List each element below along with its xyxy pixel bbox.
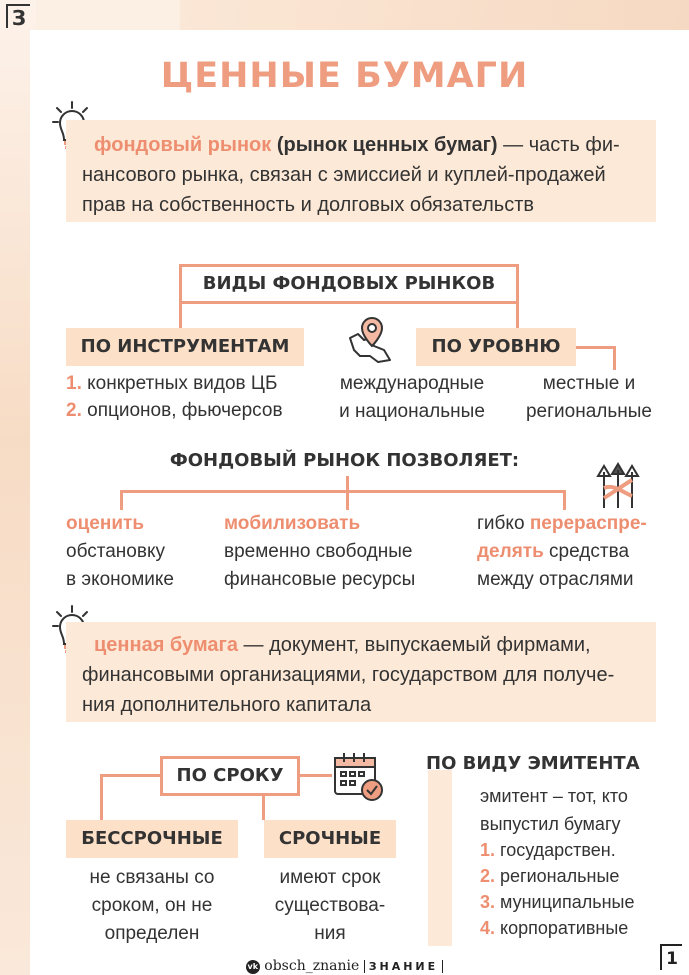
connector-left-vertical [179, 302, 182, 328]
level-international: международные и национальные [339, 373, 485, 422]
allows-connector-left [120, 490, 123, 510]
term-stock-market: фондовый рынок [94, 134, 272, 156]
issuer-item-1: 1. государствен. [480, 840, 616, 860]
definition2-line3: ния дополнительного капитала [82, 694, 372, 716]
definition-security [66, 622, 656, 722]
perpetual-label: БЕССРОЧНЫЕ [66, 820, 238, 858]
level-regional: местные и региональные [525, 373, 652, 422]
fixed-term-label: СРОЧНЫЕ [264, 820, 396, 858]
instrument-item-2: 2. опционов, фьючерсов [66, 400, 283, 421]
term-connector-left-v [100, 774, 103, 820]
allows-mobilize: мобилизовать временно свободные финансовые ресурсы [224, 513, 416, 590]
connector-right-vertical [516, 302, 519, 328]
page-number: 1 [660, 944, 682, 970]
allows-redistribute: гибко перераспре- делять средства между отраслями [477, 513, 647, 590]
definition1-line3: прав на собственность и долговых обязательств [82, 194, 534, 216]
allows-connector-mid [346, 476, 349, 510]
vk-icon: vk [246, 960, 260, 974]
definition-stock-market [66, 120, 656, 222]
perpetual-description: не связаны со сроком, он не определен [89, 867, 215, 944]
page-title: ЦЕННЫЕ БУМАГИ [160, 56, 529, 96]
definition1-line2: нансового рынка, связан с эмиссией и куплей-продажей [82, 164, 606, 186]
level-connector-horizontal [576, 346, 616, 349]
definition2-line2: финансовыми организациями, государством для получе- [82, 664, 615, 686]
issuer-item-2: 2. региональные [480, 866, 620, 886]
definition1-line1-rest: — часть фи- [497, 134, 620, 156]
instrument-item-1: 1. конкретных видов ЦБ [66, 373, 278, 394]
allows-connector-horizontal [120, 490, 566, 493]
background-top-band [180, 0, 689, 32]
by-term-label: ПО СРОКУ [160, 756, 300, 796]
term-security: ценная бумага [94, 634, 238, 656]
brand-corner-logo: З [6, 4, 30, 28]
issuer-intro: эмитент – тот, кто выпустил бумагу [480, 786, 628, 834]
term-connector-left-h [100, 774, 160, 777]
by-issuer-label: ПО ВИДУ ЭМИТЕНТА [426, 753, 640, 774]
level-connector-vertical [613, 346, 616, 370]
footer-handle[interactable]: obsch_znanie [264, 958, 360, 974]
allows-assess: оценить обстановку в экономике [66, 513, 174, 590]
definition2-line1-rest: — документ, выпускаемый фирмами, [237, 634, 591, 656]
footer-brand: ЗНАНИЕ [364, 960, 443, 973]
map-pin-icon [344, 316, 396, 366]
arrows-icon [594, 458, 642, 510]
term-securities-market: (рынок ценных бумаг) [276, 134, 498, 156]
issuer-side-bar [428, 770, 452, 946]
fixed-term-description: имеют срок существова- ния [274, 867, 386, 944]
issuer-item-3: 3. муниципальные [480, 892, 635, 912]
types-heading-box: ВИДЫ ФОНДОВЫХ РЫНКОВ [179, 264, 519, 304]
allows-connector-right [563, 490, 566, 510]
by-level-label: ПО УРОВНЮ [416, 328, 576, 366]
term-connector-mid-v [262, 796, 265, 820]
term-connector-right-h [300, 774, 332, 777]
by-instruments-label: ПО ИНСТРУМЕНТАМ [66, 328, 304, 366]
calendar-icon [332, 750, 384, 802]
allows-heading: ФОНДОВЫЙ РЫНОК ПОЗВОЛЯЕТ: [169, 450, 520, 471]
issuer-item-4: 4. корпоративные [480, 918, 629, 938]
footer [0, 958, 689, 974]
